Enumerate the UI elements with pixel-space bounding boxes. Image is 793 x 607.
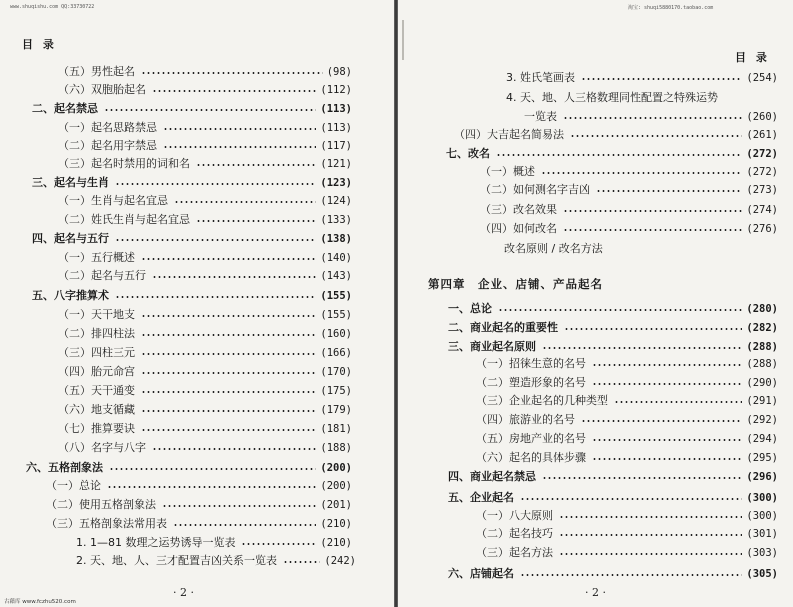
dot-leader: [520, 574, 742, 576]
toc-entry-title: （七）推算要诀: [58, 422, 135, 435]
dot-leader: [141, 391, 316, 393]
dot-leader: [173, 524, 316, 526]
toc-entry-title: （二）起名与五行: [58, 269, 146, 282]
toc-entry-page: (140): [320, 252, 352, 264]
dot-leader: [196, 164, 316, 166]
left-toc-entry: [58, 120, 352, 136]
left-toc-entry: [46, 478, 352, 494]
right-toc-entry: [476, 356, 778, 372]
toc-entry-page: (143): [320, 270, 352, 282]
left-toc-entry: [32, 175, 352, 191]
dot-leader: [141, 334, 316, 336]
toc-entry-page: (273): [746, 184, 778, 196]
right-toc-entry: [480, 202, 778, 218]
toc-entry-page: (261): [746, 129, 778, 141]
left-toc-entry: [32, 231, 352, 247]
toc-entry-title: （三）起名时禁用的词和名: [58, 157, 190, 170]
toc-entry-title: （三）四柱三元: [58, 346, 135, 359]
right-toc-entry: [480, 182, 778, 198]
toc-entry-page: (301): [746, 528, 778, 540]
toc-entry-page: (295): [746, 452, 778, 464]
toc-entry-page: (160): [320, 328, 352, 340]
right-toc-entry: [448, 301, 778, 317]
left-toc-entry: [32, 101, 352, 117]
toc-entry-title: 一、总论: [448, 302, 492, 315]
dot-leader: [541, 172, 742, 174]
toc-entry-title: （四）旅游业的名号: [476, 413, 575, 426]
left-page-heading: 目 录: [22, 38, 57, 51]
toc-entry-title: （三）五格剖象法常用表: [46, 517, 167, 530]
toc-entry-title: 六、店铺起名: [448, 567, 514, 580]
toc-entry-title: （四）大吉起名简易法: [454, 128, 564, 141]
toc-entry-title: （五）天干通变: [58, 384, 135, 397]
right-toc-entry: [480, 164, 778, 180]
toc-entry-page: (210): [320, 537, 352, 549]
toc-entry-page: (291): [746, 395, 778, 407]
right-toc-entry: [446, 146, 778, 162]
toc-entry-title: 三、商业起名原则: [448, 340, 536, 353]
dot-leader: [570, 135, 742, 137]
toc-entry-title: （一）概述: [480, 165, 535, 178]
toc-entry-page: (138): [320, 233, 352, 245]
dot-leader: [563, 117, 742, 119]
toc-entry-page: (290): [746, 377, 778, 389]
dot-leader: [581, 420, 742, 422]
right-toc-entry: [448, 469, 778, 485]
right-toc-entry: [504, 241, 778, 257]
toc-entry-page: (292): [746, 414, 778, 426]
toc-entry-page: (260): [746, 111, 778, 123]
left-toc-entry: [58, 82, 352, 98]
dot-leader: [592, 364, 742, 366]
toc-entry-page: (113): [320, 122, 352, 134]
dot-leader: [496, 154, 742, 156]
toc-entry-page: (272): [746, 166, 778, 178]
left-toc-entry: [58, 345, 352, 361]
left-toc-entry: [46, 516, 352, 532]
toc-entry-title: （一）八大原则: [476, 509, 553, 522]
right-toc-entry: [506, 90, 778, 106]
toc-entry-title: （二）起名用字禁忌: [58, 139, 157, 152]
toc-entry-page: (305): [746, 568, 778, 580]
left-page-number: · 2 ·: [173, 586, 194, 599]
dot-leader: [241, 543, 316, 545]
dot-leader: [564, 328, 742, 330]
toc-entry-title: 五、企业起名: [448, 491, 514, 504]
right-toc: [398, 0, 793, 607]
left-toc-entry: [58, 402, 352, 418]
left-toc-entry: [58, 440, 352, 456]
toc-entry-title: 2. 天、地、人、三才配置吉凶关系一览表: [76, 554, 277, 567]
dot-leader: [592, 458, 742, 460]
toc-entry-title: （二）姓氏生肖与起名宜忌: [58, 213, 190, 226]
right-toc-entry: [454, 127, 778, 143]
toc-entry-title: 4. 天、地、人三格数理同性配置之特殊运势: [506, 91, 718, 104]
toc-entry-title: 1. 1—81 数理之运势诱导一览表: [76, 536, 236, 549]
toc-entry-title: 改名原则 / 改名方法: [504, 242, 603, 255]
toc-entry-title: 四、商业起名禁忌: [448, 470, 536, 483]
toc-entry-title: （一）天干地支: [58, 308, 135, 321]
left-toc-entry: [58, 250, 352, 266]
toc-entry-page: (282): [746, 322, 778, 334]
dot-leader: [174, 201, 316, 203]
left-toc-entry: [58, 307, 352, 323]
toc-entry-title: 二、商业起名的重要性: [448, 321, 558, 334]
dot-leader: [141, 315, 316, 317]
dot-leader: [141, 410, 316, 412]
toc-entry-title: （六）起名的具体步骤: [476, 451, 586, 464]
right-toc-entry: [428, 276, 778, 292]
toc-entry-page: (288): [746, 341, 778, 353]
right-toc-entry: [476, 450, 778, 466]
dot-leader: [592, 383, 742, 385]
dot-leader: [559, 516, 742, 518]
dot-leader: [141, 429, 316, 431]
toc-entry-page: (254): [746, 72, 778, 84]
toc-entry-page: (155): [320, 290, 352, 302]
toc-entry-page: (300): [746, 510, 778, 522]
right-page-number: · 2 ·: [585, 586, 606, 599]
toc-entry-title: 第四章 企业、店铺、产品起名: [428, 277, 603, 291]
right-toc-entry: [524, 109, 778, 125]
dot-leader: [109, 468, 316, 470]
left-toc-entry: [26, 460, 352, 476]
left-page: [0, 0, 394, 607]
dot-leader: [141, 258, 316, 260]
left-toc-entry: [58, 326, 352, 342]
right-toc-entry: [476, 393, 778, 409]
left-toc-entry: [76, 535, 352, 551]
left-toc-entry: [58, 364, 352, 380]
toc-entry-title: （二）如何测名字吉凶: [480, 183, 590, 196]
toc-entry-title: 六、五格剖象法: [26, 461, 103, 474]
toc-entry-page: (303): [746, 547, 778, 559]
left-toc-entry: [76, 553, 356, 569]
toc-entry-title: （三）改名效果: [480, 203, 557, 216]
toc-entry-title: （二）使用五格剖象法: [46, 498, 156, 511]
toc-entry-page: (170): [320, 366, 352, 378]
toc-entry-title: 四、起名与五行: [32, 232, 109, 245]
toc-entry-title: （一）生肖与起名宜忌: [58, 194, 168, 207]
dot-leader: [563, 229, 742, 231]
right-toc-entry: [480, 221, 778, 237]
toc-entry-page: (188): [320, 442, 352, 454]
dot-leader: [559, 534, 742, 536]
dot-leader: [559, 553, 742, 555]
toc-entry-page: (124): [320, 195, 352, 207]
left-toc-entry: [58, 193, 352, 209]
right-toc-entry: [448, 339, 778, 355]
toc-entry-page: (133): [320, 214, 352, 226]
left-toc-entry: [58, 156, 352, 172]
toc-entry-page: (242): [324, 555, 356, 567]
dot-leader: [163, 128, 316, 130]
toc-entry-title: （四）胎元命宫: [58, 365, 135, 378]
right-toc-entry: [448, 566, 778, 582]
toc-entry-page: (179): [320, 404, 352, 416]
toc-entry-page: (274): [746, 204, 778, 216]
toc-entry-page: (123): [320, 177, 352, 189]
toc-entry-page: (117): [320, 140, 352, 152]
dot-leader: [520, 498, 742, 500]
dot-leader: [115, 296, 316, 298]
toc-entry-page: (296): [746, 471, 778, 483]
toc-entry-title: （一）起名思路禁忌: [58, 121, 157, 134]
toc-entry-title: 五、八字推算术: [32, 289, 109, 302]
toc-entry-page: (200): [320, 462, 352, 474]
toc-entry-page: (210): [320, 518, 352, 530]
right-toc-entry: [448, 320, 778, 336]
toc-entry-page: (200): [320, 480, 352, 492]
toc-entry-page: (113): [320, 103, 352, 115]
toc-entry-page: (280): [746, 303, 778, 315]
right-watermark: 淘宝: shuqi5880170.taobao.com: [628, 5, 714, 11]
left-toc-entry: [32, 288, 352, 304]
left-watermark: www.shuqishu.com QQ:33730722: [10, 4, 95, 10]
toc-entry-title: （五）男性起名: [58, 65, 135, 78]
toc-entry-title: （一）五行概述: [58, 251, 135, 264]
toc-entry-page: (294): [746, 433, 778, 445]
right-page-heading: 目 录: [735, 51, 770, 64]
toc-entry-title: （四）如何改名: [480, 222, 557, 235]
dot-leader: [141, 353, 316, 355]
toc-entry-title: （八）名字与八字: [58, 441, 146, 454]
left-toc-entry: [58, 64, 352, 80]
left-footer: 古藉库 www.fczhu520.com: [4, 599, 76, 605]
right-toc-entry: [476, 545, 778, 561]
dot-leader: [162, 505, 316, 507]
dot-leader: [596, 190, 742, 192]
dot-leader: [115, 239, 316, 241]
dot-leader: [163, 146, 316, 148]
toc-entry-page: (121): [320, 158, 352, 170]
dot-leader: [104, 109, 316, 111]
right-toc-entry: [506, 70, 778, 86]
right-toc-entry: [476, 526, 778, 542]
left-toc-entry: [58, 383, 352, 399]
toc-entry-page: (181): [320, 423, 352, 435]
toc-entry-title: （二）排四柱法: [58, 327, 135, 340]
toc-entry-title: （三）起名方法: [476, 546, 553, 559]
right-toc-entry: [448, 490, 778, 506]
dot-leader: [141, 372, 316, 374]
left-toc-entry: [58, 212, 352, 228]
toc-entry-page: (175): [320, 385, 352, 397]
right-toc-entry: [476, 412, 778, 428]
dot-leader: [152, 276, 316, 278]
toc-entry-page: (300): [746, 492, 778, 504]
toc-entry-title: （三）企业起名的几种类型: [476, 394, 608, 407]
dot-leader: [196, 220, 316, 222]
dot-leader: [498, 309, 742, 311]
toc-entry-page: (166): [320, 347, 352, 359]
toc-entry-title: （二）塑造形象的名号: [476, 376, 586, 389]
dot-leader: [563, 210, 742, 212]
toc-entry-title: 二、起名禁忌: [32, 102, 98, 115]
toc-entry-title: 七、改名: [446, 147, 490, 160]
dot-leader: [614, 401, 742, 403]
left-toc-entry: [58, 138, 352, 154]
dot-leader: [152, 448, 316, 450]
right-toc-entry: [476, 431, 778, 447]
toc-entry-page: (288): [746, 358, 778, 370]
dot-leader: [115, 183, 316, 185]
toc-entry-title: （二）起名技巧: [476, 527, 553, 540]
dot-leader: [141, 72, 323, 74]
left-toc: [0, 0, 394, 607]
dot-leader: [152, 90, 316, 92]
left-toc-entry: [46, 497, 352, 513]
toc-entry-title: （一）招徕生意的名号: [476, 357, 586, 370]
toc-entry-page: (98): [326, 66, 352, 78]
left-toc-entry: [58, 421, 352, 437]
toc-entry-title: （一）总论: [46, 479, 101, 492]
dot-leader: [542, 477, 742, 479]
toc-entry-title: 三、起名与生肖: [32, 176, 109, 189]
dot-leader: [592, 439, 742, 441]
toc-entry-page: (112): [320, 84, 352, 96]
toc-entry-page: (272): [746, 148, 778, 160]
toc-entry-title: （五）房地产业的名号: [476, 432, 586, 445]
dot-leader: [283, 561, 320, 563]
dot-leader: [581, 78, 742, 80]
dot-leader: [542, 347, 742, 349]
toc-entry-title: 3. 姓氏笔画表: [506, 71, 575, 84]
toc-entry-page: (201): [320, 499, 352, 511]
right-toc-entry: [476, 375, 778, 391]
right-page: [398, 0, 793, 607]
toc-entry-title: 一览表: [524, 110, 557, 123]
toc-entry-page: (276): [746, 223, 778, 235]
right-toc-entry: [476, 508, 778, 524]
toc-entry-title: （六）双胞胎起名: [58, 83, 146, 96]
dot-leader: [107, 486, 316, 488]
toc-entry-title: （六）地支循藏: [58, 403, 135, 416]
left-toc-entry: [58, 268, 352, 284]
toc-entry-page: (155): [320, 309, 352, 321]
